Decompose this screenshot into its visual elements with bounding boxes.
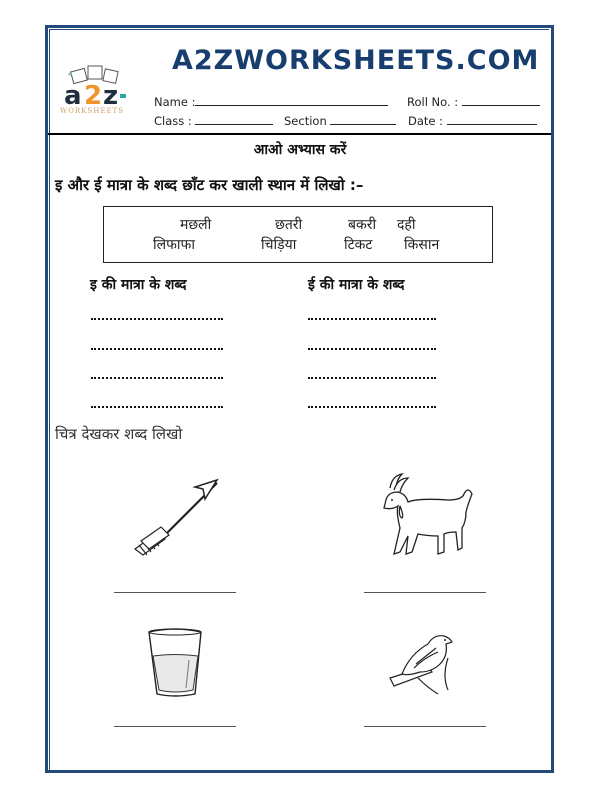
date-label: Date : [408,114,444,128]
answer-blank-ii-3[interactable] [308,377,436,379]
answer-blank-ii-1[interactable] [308,318,436,320]
word: दही [397,217,416,233]
roll-no-label: Roll No. : [407,95,459,109]
arrow-picture [125,475,220,565]
answer-line-glass[interactable] [114,726,236,727]
answer-blank-i-1[interactable] [91,318,223,320]
class-field[interactable] [154,113,273,128]
answer-blank-i-4[interactable] [91,406,223,408]
picture-section-title: चित्र देखकर शब्द लिखो [55,425,183,443]
a2z-logo [58,64,138,120]
name-field[interactable] [154,94,388,109]
section-label: Section [284,114,327,128]
class-blank[interactable] [195,113,273,125]
date-field[interactable] [408,113,537,128]
answer-blank-i-2[interactable] [91,348,223,350]
glass-of-water-icon [145,626,205,698]
answer-blank-i-3[interactable] [91,377,223,379]
word-bank [103,206,493,263]
svg-text:2: 2 [84,81,103,111]
answer-line-goat[interactable] [364,592,486,593]
word: मछली [180,217,212,233]
word: लिफाफा [153,237,195,253]
word: किसान [404,237,440,253]
bird-picture [388,628,463,698]
worksheet-title: आओ अभ्यास करें [253,142,347,158]
word: चिड़िया [261,237,297,253]
answer-blank-ii-2[interactable] [308,348,436,350]
roll-no-blank[interactable] [462,94,540,106]
goat-picture [378,472,474,564]
column-heading-ii: ई की मात्रा के शब्द [308,277,405,293]
glass-picture [145,626,205,698]
goat-icon [378,472,474,564]
sparrow-icon [388,628,463,698]
site-title: A2ZWORKSHEETS.COM [172,45,540,76]
section-blank[interactable] [330,113,396,125]
svg-text:z: z [103,81,119,111]
word: बकरी [348,217,377,233]
header-divider [48,133,551,135]
date-blank[interactable] [447,113,537,125]
word: छतरी [275,217,303,233]
instruction: इ और ई मात्रा के शब्द छाँट कर खाली स्थान में लिखो :– [55,176,364,194]
answer-blank-ii-4[interactable] [308,406,436,408]
column-heading-i: इ की मात्रा के शब्द [90,277,187,293]
answer-line-arrow[interactable] [114,592,236,593]
name-blank[interactable] [195,94,388,106]
logo-subtitle: WORKSHEETS [60,107,125,115]
word: टिकट [344,237,373,253]
svg-text:a: a [64,81,82,111]
arrow-icon [125,475,220,565]
section-field[interactable] [284,113,396,128]
class-label: Class : [154,114,192,128]
name-label: Name : [154,95,196,109]
roll-no-field[interactable] [407,94,540,109]
answer-line-bird[interactable] [364,726,486,727]
